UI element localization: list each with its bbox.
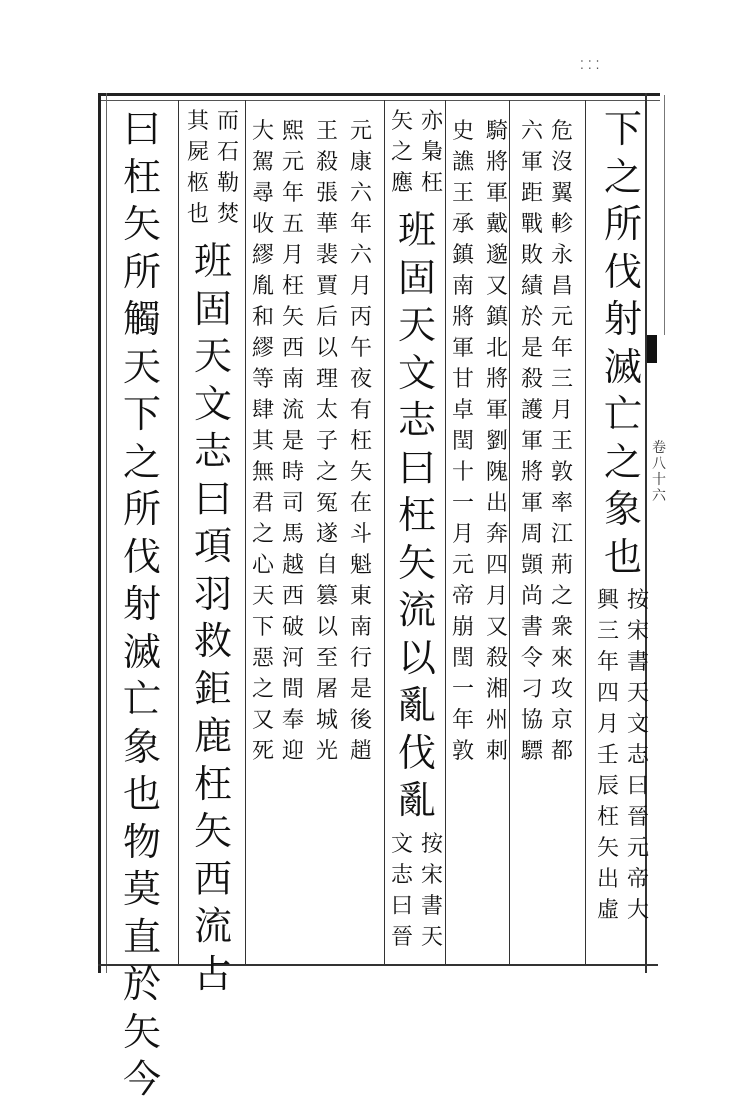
glyph: 文	[397, 350, 436, 395]
top-annotation	[186, 106, 240, 230]
text-column-12	[118, 106, 166, 1104]
glyph: 固	[397, 255, 436, 300]
glyph: 距	[520, 181, 543, 206]
glyph: 篡	[315, 584, 338, 609]
glyph: 象	[122, 724, 161, 769]
glyph: 又	[485, 274, 508, 299]
glyph: 後	[349, 708, 372, 733]
glyph: 帝	[451, 584, 474, 609]
glyph: 騎	[485, 119, 508, 144]
glyph: 之	[122, 439, 161, 484]
corner-marks: ⁚⁚⁚	[580, 58, 604, 72]
glyph: 亡	[603, 392, 642, 436]
glyph: 大	[251, 119, 274, 144]
glyph: 譙	[451, 150, 474, 175]
glyph: 攻	[550, 677, 573, 702]
glyph: 和	[251, 305, 274, 330]
glyph: 惡	[251, 646, 274, 671]
glyph: 收	[251, 212, 274, 237]
glyph: 西	[281, 336, 304, 361]
glyph: 又	[485, 615, 508, 640]
glyph: 子	[315, 429, 338, 454]
glyph: 鎮	[451, 243, 474, 268]
text-column-1	[596, 106, 650, 926]
glyph: 驃	[520, 739, 543, 764]
glyph: 六	[349, 181, 372, 206]
glyph: 莫	[122, 867, 161, 911]
glyph: 六	[520, 119, 543, 144]
glyph: 之	[603, 439, 642, 484]
glyph: 繆	[251, 336, 274, 361]
glyph: 邈	[485, 243, 508, 268]
glyph: 將	[520, 460, 543, 485]
volume-label: 卷 八 十 六	[652, 440, 666, 504]
annotation-line: 按 宋 書 天	[420, 831, 443, 950]
glyph: 理	[315, 367, 338, 392]
glyph: 軍	[520, 491, 543, 516]
glyph: 伐	[122, 534, 161, 579]
glyph: 西	[193, 856, 232, 901]
glyph: 肆	[251, 398, 274, 423]
glyph: 之	[603, 154, 642, 199]
glyph: 等	[251, 367, 274, 392]
glyph: 元	[550, 305, 573, 330]
glyph: 冤	[315, 491, 338, 516]
text-column-7	[348, 116, 374, 767]
glyph: 是	[520, 336, 543, 361]
inline-annotation	[596, 585, 650, 926]
glyph: 軍	[520, 150, 543, 175]
glyph: 矢	[349, 460, 372, 485]
glyph: 是	[281, 429, 304, 454]
glyph: 救	[193, 619, 232, 663]
glyph: 在	[349, 491, 372, 516]
glyph: 枉	[397, 493, 436, 537]
glyph: 矢	[397, 540, 436, 585]
text-column-9	[280, 116, 306, 767]
glyph: 軍	[485, 398, 508, 423]
glyph: 伐	[603, 249, 642, 294]
glyph: 年	[349, 212, 372, 237]
margin-line	[664, 95, 665, 335]
text-column-5	[450, 116, 476, 767]
glyph: 奉	[281, 708, 304, 733]
annotation-line: 亦 梟 枉	[420, 109, 443, 196]
glyph: 元	[349, 119, 372, 144]
glyph: 率	[550, 491, 573, 516]
frame-bottom-line	[98, 964, 658, 966]
glyph: 滅	[603, 344, 642, 389]
glyph: 敦	[550, 460, 573, 485]
text-column-4	[484, 116, 510, 767]
glyph: 以	[315, 615, 338, 640]
glyph: 崩	[451, 615, 474, 640]
glyph: 南	[451, 274, 474, 299]
glyph: 下	[122, 392, 161, 436]
glyph: 元	[451, 553, 474, 578]
glyph: 軍	[451, 336, 474, 361]
glyph: 枉	[122, 154, 161, 199]
glyph: 項	[193, 524, 232, 568]
glyph: 月	[281, 243, 304, 268]
glyph: 之	[315, 460, 338, 485]
glyph: 越	[281, 553, 304, 578]
glyph: 康	[349, 150, 372, 175]
glyph: 有	[349, 398, 372, 423]
glyph: 班	[193, 239, 232, 283]
glyph: 矢	[193, 809, 232, 853]
glyph: 刺	[485, 739, 508, 764]
glyph: 將	[485, 367, 508, 392]
column-rule	[245, 100, 246, 966]
glyph: 駕	[251, 150, 274, 175]
glyph: 護	[520, 398, 543, 423]
glyph: 象	[603, 487, 642, 531]
glyph: 亂	[397, 683, 436, 727]
glyph: 奔	[485, 522, 508, 547]
glyph: 破	[281, 615, 304, 640]
glyph: 鹿	[193, 714, 232, 758]
glyph: 天	[122, 344, 161, 389]
glyph: 衆	[550, 615, 573, 640]
glyph: 書	[520, 615, 543, 640]
annotation-line: 文 志 曰 晉	[390, 831, 413, 950]
glyph: 王	[451, 181, 474, 206]
glyph: 志	[397, 398, 436, 442]
glyph: 枉	[281, 274, 304, 299]
glyph: 軍	[520, 429, 543, 454]
text-column-6	[390, 106, 444, 953]
glyph: 州	[485, 708, 508, 733]
glyph: 是	[349, 677, 372, 702]
glyph: 出	[485, 491, 508, 516]
annotation-line: 矢 之 應	[390, 109, 413, 196]
glyph: 太	[315, 398, 338, 423]
glyph: 都	[550, 739, 573, 764]
glyph: 承	[451, 212, 474, 237]
glyph: 射	[122, 582, 161, 626]
glyph: 月	[349, 274, 372, 299]
glyph: 城	[315, 708, 338, 733]
glyph: 曰	[122, 107, 161, 151]
glyph: 於	[122, 962, 161, 1006]
glyph: 績	[520, 274, 543, 299]
glyph: 六	[349, 243, 372, 268]
glyph: 敗	[520, 243, 543, 268]
glyph: 丙	[349, 305, 372, 330]
glyph: 鎮	[485, 305, 508, 330]
glyph: 荊	[550, 553, 573, 578]
glyph: 矢	[122, 1009, 161, 1054]
glyph: 光	[315, 739, 338, 764]
glyph: 物	[122, 819, 161, 864]
glyph: 尋	[251, 181, 274, 206]
glyph: 也	[122, 772, 161, 816]
glyph: 君	[251, 491, 274, 516]
glyph: 夜	[349, 367, 372, 392]
glyph: 東	[349, 584, 372, 609]
glyph: 將	[451, 305, 474, 330]
glyph: 刁	[520, 677, 543, 702]
glyph: 枉	[193, 761, 232, 806]
frame-left-line	[98, 93, 101, 973]
glyph: 死	[251, 739, 274, 764]
glyph: 斗	[349, 522, 372, 547]
glyph: 流	[193, 904, 232, 948]
glyph: 魁	[349, 553, 372, 578]
glyph: 三	[550, 367, 573, 392]
glyph: 間	[281, 677, 304, 702]
glyph: 流	[281, 398, 304, 423]
margin-strip	[647, 93, 687, 973]
glyph: 王	[315, 119, 338, 144]
glyph: 以	[315, 336, 338, 361]
glyph: 伐	[397, 730, 436, 775]
glyph: 南	[349, 615, 372, 640]
glyph: 天	[397, 303, 436, 347]
glyph: 北	[485, 336, 508, 361]
glyph: 殺	[520, 367, 543, 392]
glyph: 占	[193, 951, 232, 996]
glyph: 之	[550, 584, 573, 609]
glyph: 所	[122, 487, 161, 531]
glyph: 趙	[349, 739, 372, 764]
glyph: 卓	[451, 398, 474, 423]
glyph: 屠	[315, 677, 338, 702]
glyph: 遂	[315, 522, 338, 547]
glyph: 來	[550, 646, 573, 671]
glyph: 矢	[281, 305, 304, 330]
glyph: 軍	[485, 181, 508, 206]
glyph: 繆	[251, 243, 274, 268]
glyph: 月	[451, 522, 474, 547]
column-rule	[384, 100, 385, 966]
glyph: 射	[603, 297, 642, 341]
glyph: 年	[451, 708, 474, 733]
glyph: 馬	[281, 522, 304, 547]
glyph: 閏	[451, 429, 474, 454]
glyph: 危	[550, 119, 573, 144]
glyph: 后	[315, 305, 338, 330]
glyph: 所	[122, 249, 161, 294]
glyph: 時	[281, 460, 304, 485]
glyph: 軫	[550, 212, 573, 237]
glyph: 戴	[485, 212, 508, 237]
glyph: 於	[520, 305, 543, 330]
glyph: 五	[281, 212, 304, 237]
glyph: 沒	[550, 150, 573, 175]
glyph: 協	[520, 708, 543, 733]
glyph: 直	[122, 914, 161, 959]
inline-annotation	[390, 829, 444, 953]
glyph: 午	[349, 336, 372, 361]
glyph: 賈	[315, 274, 338, 299]
glyph: 心	[251, 553, 274, 578]
glyph: 文	[193, 381, 232, 426]
glyph: 京	[550, 708, 573, 733]
glyph: 殺	[315, 150, 338, 175]
text-column-2	[549, 116, 575, 767]
glyph: 以	[397, 635, 436, 680]
glyph: 湘	[485, 677, 508, 702]
glyph: 流	[397, 588, 436, 632]
glyph: 所	[603, 202, 642, 246]
text-column-11	[186, 106, 240, 998]
frame-left-inner-line	[106, 93, 107, 973]
glyph: 行	[349, 646, 372, 671]
column-rule	[585, 100, 586, 966]
glyph: 迎	[281, 739, 304, 764]
text-column-3	[519, 116, 545, 767]
glyph: 無	[251, 460, 274, 485]
glyph: 下	[251, 615, 274, 640]
glyph: 永	[550, 243, 573, 268]
glyph: 之	[251, 522, 274, 547]
glyph: 司	[281, 491, 304, 516]
glyph: 王	[550, 429, 573, 454]
glyph: 亂	[397, 778, 436, 822]
glyph: 四	[485, 553, 508, 578]
glyph: 枉	[349, 429, 372, 454]
glyph: 敦	[451, 739, 474, 764]
glyph: 閏	[451, 646, 474, 671]
annotation-line: 興 三 年 四 月 壬 辰 枉 矢 出 虛	[596, 588, 619, 923]
glyph: 南	[281, 367, 304, 392]
glyph: 羽	[193, 571, 232, 616]
glyph: 至	[315, 646, 338, 671]
glyph: 矢	[122, 202, 161, 246]
column-rule	[445, 100, 446, 966]
glyph: 自	[315, 553, 338, 578]
top-annotation	[390, 106, 444, 199]
frame-top-line	[100, 93, 660, 96]
column-rule	[178, 100, 179, 966]
glyph: 昌	[550, 274, 573, 299]
glyph: 鉅	[193, 666, 232, 711]
glyph: 令	[520, 646, 543, 671]
glyph: 劉	[485, 429, 508, 454]
glyph: 之	[251, 677, 274, 702]
glyph: 殺	[485, 646, 508, 671]
glyph: 班	[397, 208, 436, 252]
glyph: 一	[451, 677, 474, 702]
glyph: 胤	[251, 274, 274, 299]
glyph: 今	[122, 1057, 161, 1101]
glyph: 元	[281, 150, 304, 175]
glyph: 翼	[550, 181, 573, 206]
glyph: 華	[315, 212, 338, 237]
glyph: 滅	[122, 629, 161, 674]
glyph: 觸	[122, 297, 161, 341]
frame-top-inner-line	[100, 100, 660, 101]
glyph: 尚	[520, 584, 543, 609]
text-column-8	[314, 116, 340, 767]
glyph: 曰	[193, 476, 232, 521]
glyph: 周	[520, 522, 543, 547]
text-column-10	[250, 116, 276, 767]
glyph: 隗	[485, 460, 508, 485]
glyph: 熙	[281, 119, 304, 144]
glyph: 一	[451, 491, 474, 516]
glyph: 裴	[315, 243, 338, 268]
glyph: 顗	[520, 553, 543, 578]
glyph: 河	[281, 646, 304, 671]
glyph: 張	[315, 181, 338, 206]
glyph: 甘	[451, 367, 474, 392]
glyph: 西	[281, 584, 304, 609]
glyph: 天	[251, 584, 274, 609]
glyph: 曰	[397, 445, 436, 490]
glyph: 十	[451, 460, 474, 485]
glyph: 天	[193, 334, 232, 378]
glyph: 固	[193, 286, 232, 331]
glyph: 又	[251, 708, 274, 733]
glyph: 志	[193, 429, 232, 473]
glyph: 將	[485, 150, 508, 175]
glyph: 年	[550, 336, 573, 361]
annotation-line: 而 石 勒 焚	[216, 109, 239, 227]
glyph: 年	[281, 181, 304, 206]
glyph: 其	[251, 429, 274, 454]
glyph: 戰	[520, 212, 543, 237]
annotation-line: 其 屍 柩 也	[186, 109, 209, 227]
glyph: 也	[603, 534, 642, 579]
glyph: 下	[603, 107, 642, 151]
glyph: 亡	[122, 677, 161, 721]
glyph: 月	[550, 398, 573, 423]
glyph: 月	[485, 584, 508, 609]
glyph: 史	[451, 119, 474, 144]
annotation-line: 按 宋 書 天 文 志 曰 晉 元 帝 大	[626, 588, 649, 923]
glyph: 江	[550, 522, 573, 547]
